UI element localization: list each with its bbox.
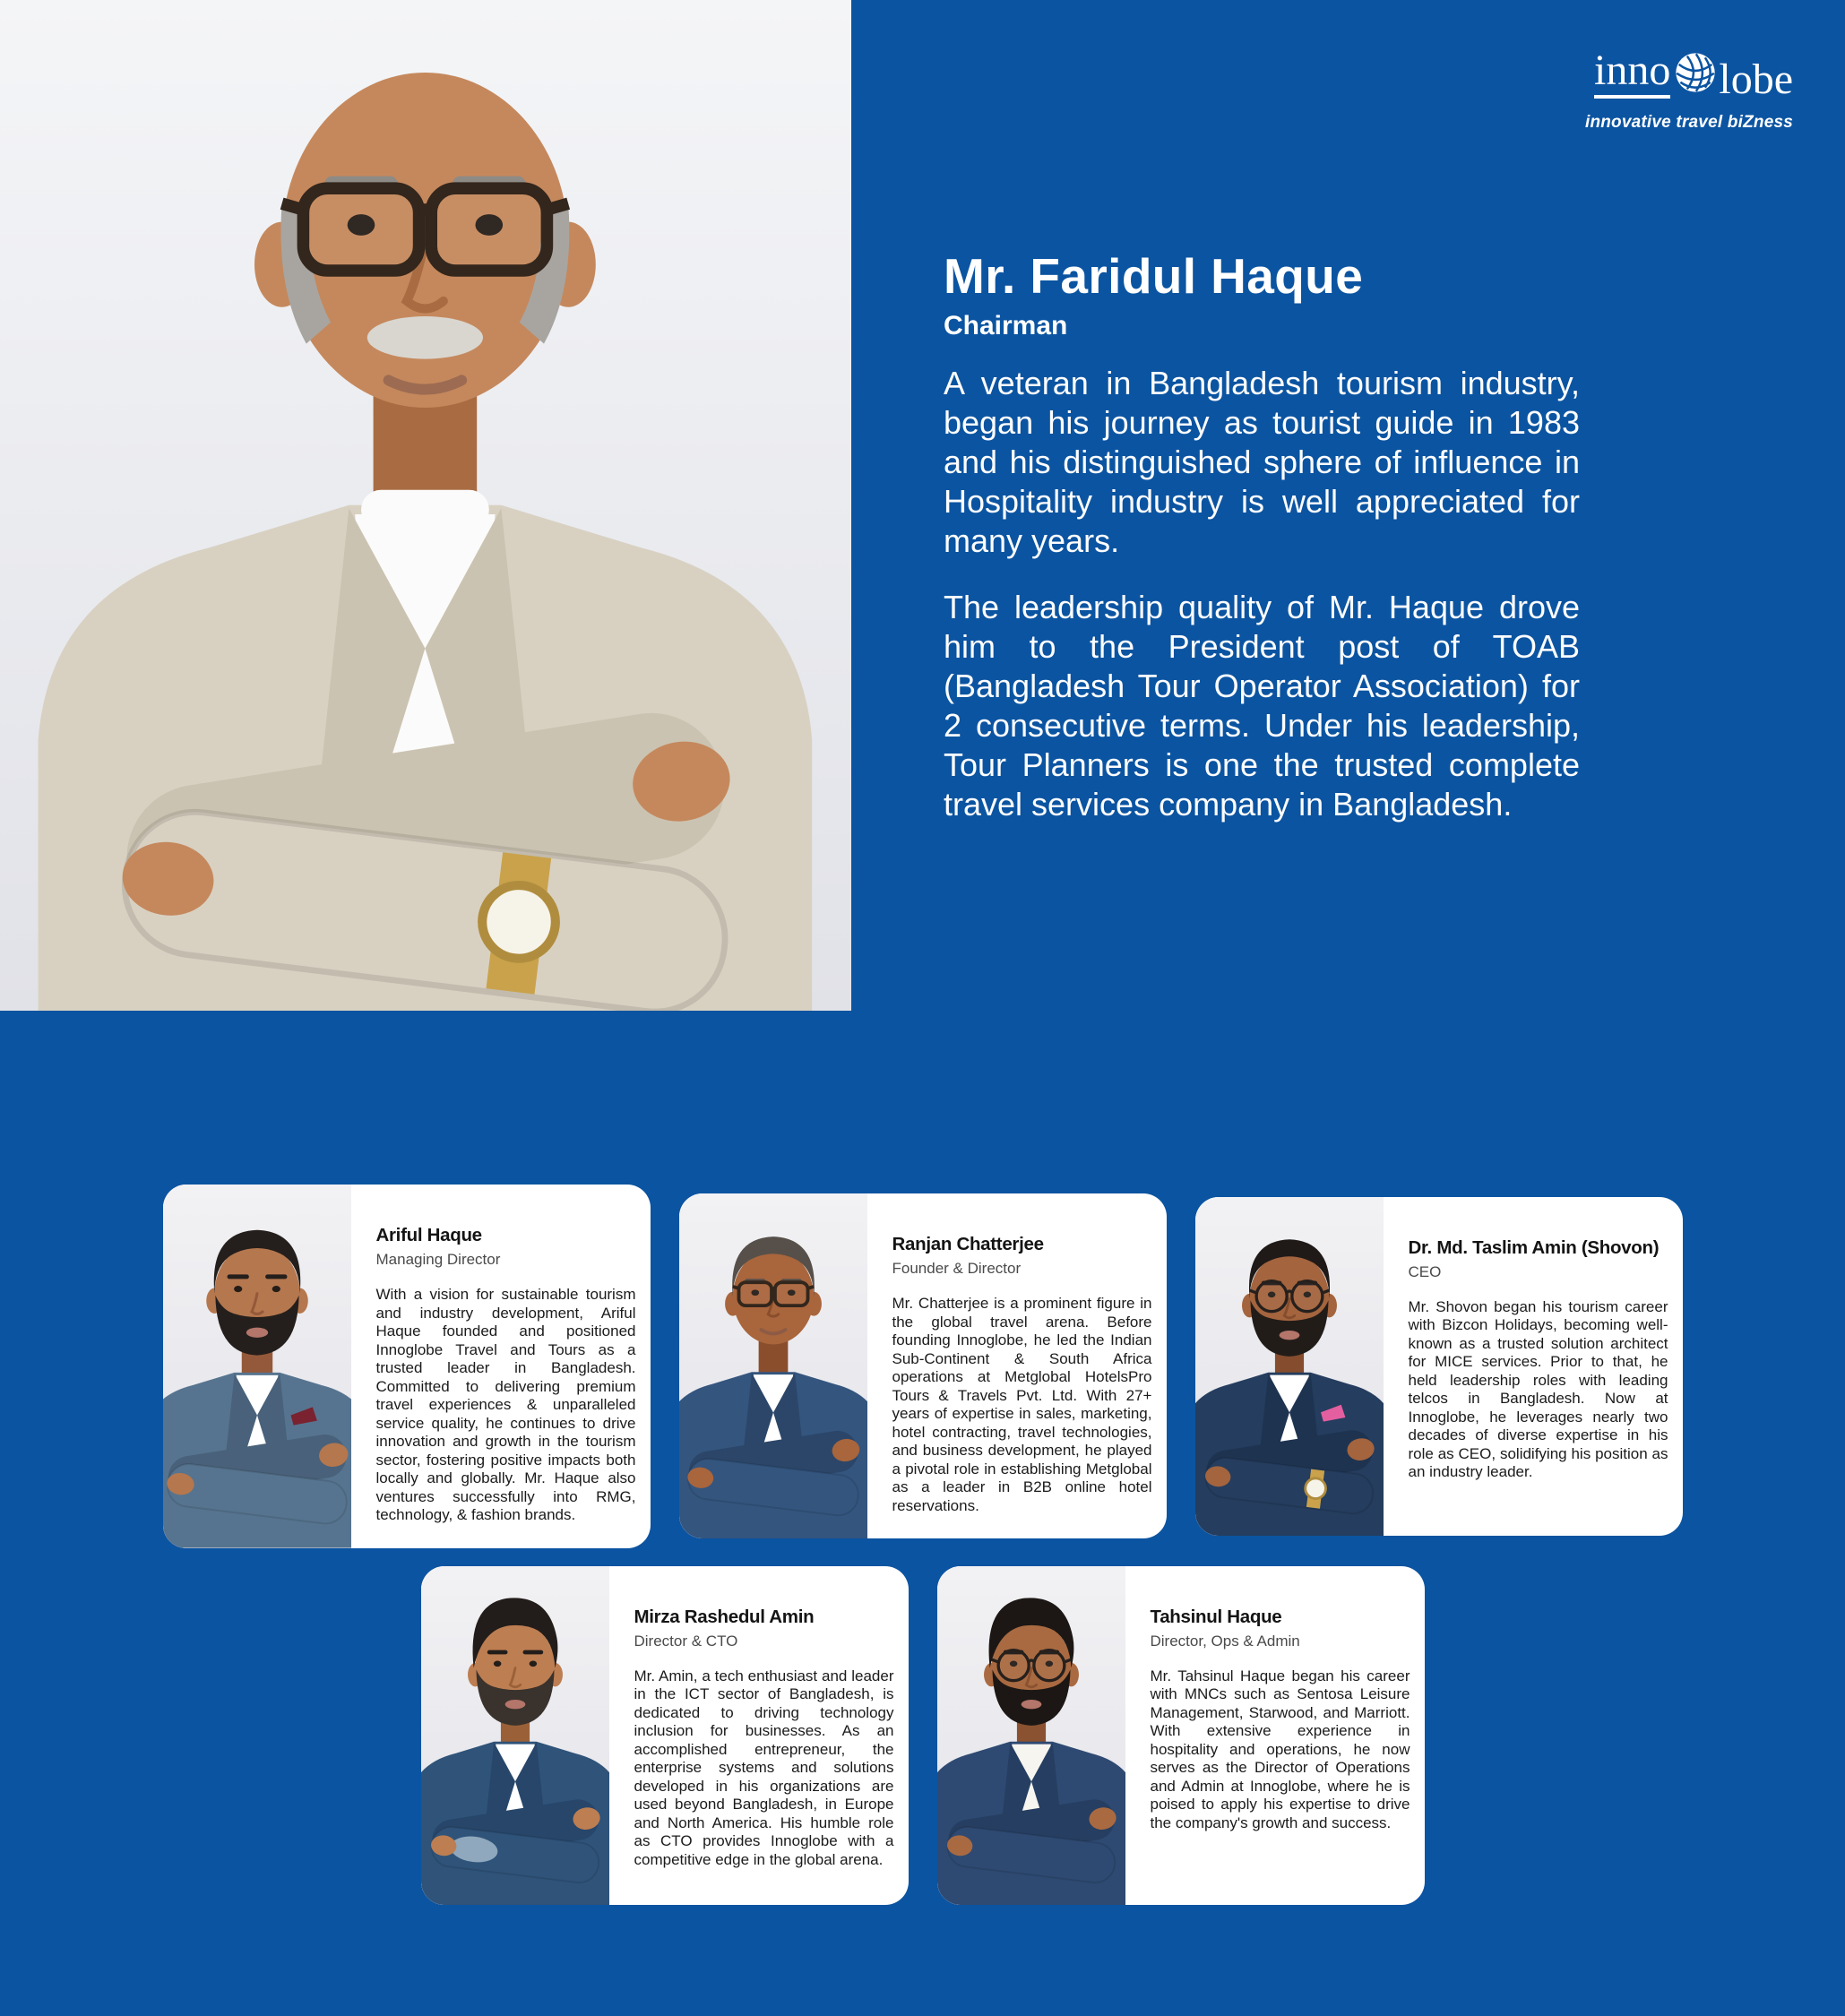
member-name: Dr. Md. Taslim Amin (Shovon): [1408, 1236, 1660, 1258]
logo-wordmark: [1594, 39, 1793, 103]
member-name: Ariful Haque: [375, 1225, 482, 1245]
member-role: Director, Ops & Admin: [1150, 1632, 1300, 1650]
member-photo: [937, 1566, 1125, 1905]
member-bio: Mr. Amin, a tech enthusiast and leader in the ICT sector of Bangladesh, is dedicated to driving technology inclusion for businesses. As an accomplished entrepreneur, the enterprise systems and solutions developed in his organizations are used beyond Bangladesh, in Europe and North America. His humble role as CTO provides Innoglobe with a competitive edge in the global arena.: [634, 1667, 894, 1868]
member-name: Mirza Rashedul Amin: [634, 1606, 815, 1627]
chairman-paragraph-1: A veteran in Bangladesh tourism industry, began his journey as tourist guide in 1983 and his distinguished sphere of influence in Hospitality industry is well appreciated for many years.: [944, 364, 1580, 559]
member-name: Tahsinul Haque: [1150, 1606, 1282, 1627]
chairman-paragraph-2: The leadership quality of Mr. Haque drove him to the President post of TOAB (Bangladesh Tour Operator Association) for 2 consecutive terms. Under his leadership, Tour Planners is one the trusted complete travel services company in Bangladesh.: [944, 588, 1580, 823]
member-card-tahsinul-haque: [937, 1566, 1425, 1905]
chairman-intro: [944, 249, 1580, 824]
chairman-title: Chairman: [944, 310, 1068, 340]
chairman-photo-panel: [0, 0, 851, 1011]
member-name: Ranjan Chatterjee: [892, 1234, 1044, 1255]
logo-text-lobe: lobe: [1719, 56, 1793, 103]
team-section: [0, 1185, 1845, 1905]
member-bio: With a vision for sustainable tourism and industry development, Ariful Haque founded and positioned Innoglobe Travel and Tours as a trusted leader in Bangladesh. Committed to delivering premium travel experiences & unparalleled service quality, he continues to drive innovation and growth in the tourism sector, fostering positive impacts both locally and globally. Mr. Haque also ventures successfully into RMG, technology, & fashion brands.: [375, 1286, 636, 1523]
member-role: CEO: [1408, 1262, 1442, 1280]
member-bio: Mr. Chatterjee is a prominent figure in the global travel arena. Before founding Innoglobe, he led the Indian Sub-Continent & South Africa operations at Metglobal HotelsPro Tours & Travels Pvt. Ltd. With 27+ years of expertise in sales, marketing, hotel contracting, travel technologies, and business development, he played a pivotal role in establishing Metglobal as a leader in B2B online hotel reservations.: [892, 1295, 1152, 1514]
member-photo: [421, 1566, 609, 1905]
member-bio: Mr. Tahsinul Haque began his career with MNCs such as Sentosa Leisure Management, Starwood, and Marriott. With extensive experience in hospitality and operations, he now serves as the Director of Operations and Admin at Innoglobe, where he is poised to apply his expertise to drive the company's growth and success.: [1150, 1667, 1410, 1831]
member-role: Director & CTO: [634, 1632, 738, 1650]
globe-icon: [1673, 50, 1718, 99]
member-photo: [163, 1185, 351, 1548]
team-row-1: [163, 1185, 1683, 1548]
logo: [1585, 39, 1793, 133]
member-photo: [1195, 1197, 1384, 1536]
member-card-ranjan-chatterjee: [679, 1193, 1167, 1538]
member-card-ariful-haque: [163, 1185, 651, 1548]
member-card-mirza-rashedul-amin: [421, 1566, 909, 1905]
member-info: [609, 1566, 909, 1905]
member-info: [1384, 1197, 1683, 1536]
chairman-portrait: [0, 0, 851, 1011]
member-card-taslim-amin: [1195, 1197, 1683, 1536]
chairman-name: Mr. Faridul Haque: [944, 248, 1364, 304]
member-info: [867, 1193, 1167, 1538]
logo-text-inno: inno: [1594, 49, 1670, 99]
member-bio: Mr. Shovon began his tourism career with Bizcon Holidays, becoming well-known as a trusted solution architect for MICE services. Prior to that, he held leadership roles with leading telcos in Bangladesh. Now at Innoglobe, he leverages nearly two decades of diverse expertise in his role as CEO, solidifying his position as an industry leader.: [1408, 1297, 1668, 1481]
member-info: [1125, 1566, 1425, 1905]
member-role: Founder & Director: [892, 1260, 1022, 1278]
logo-tagline: innovative travel biZness: [1584, 113, 1793, 132]
member-role: Managing Director: [375, 1251, 501, 1268]
member-photo: [679, 1193, 867, 1538]
team-row-2: [421, 1566, 1425, 1905]
member-info: [351, 1185, 651, 1548]
